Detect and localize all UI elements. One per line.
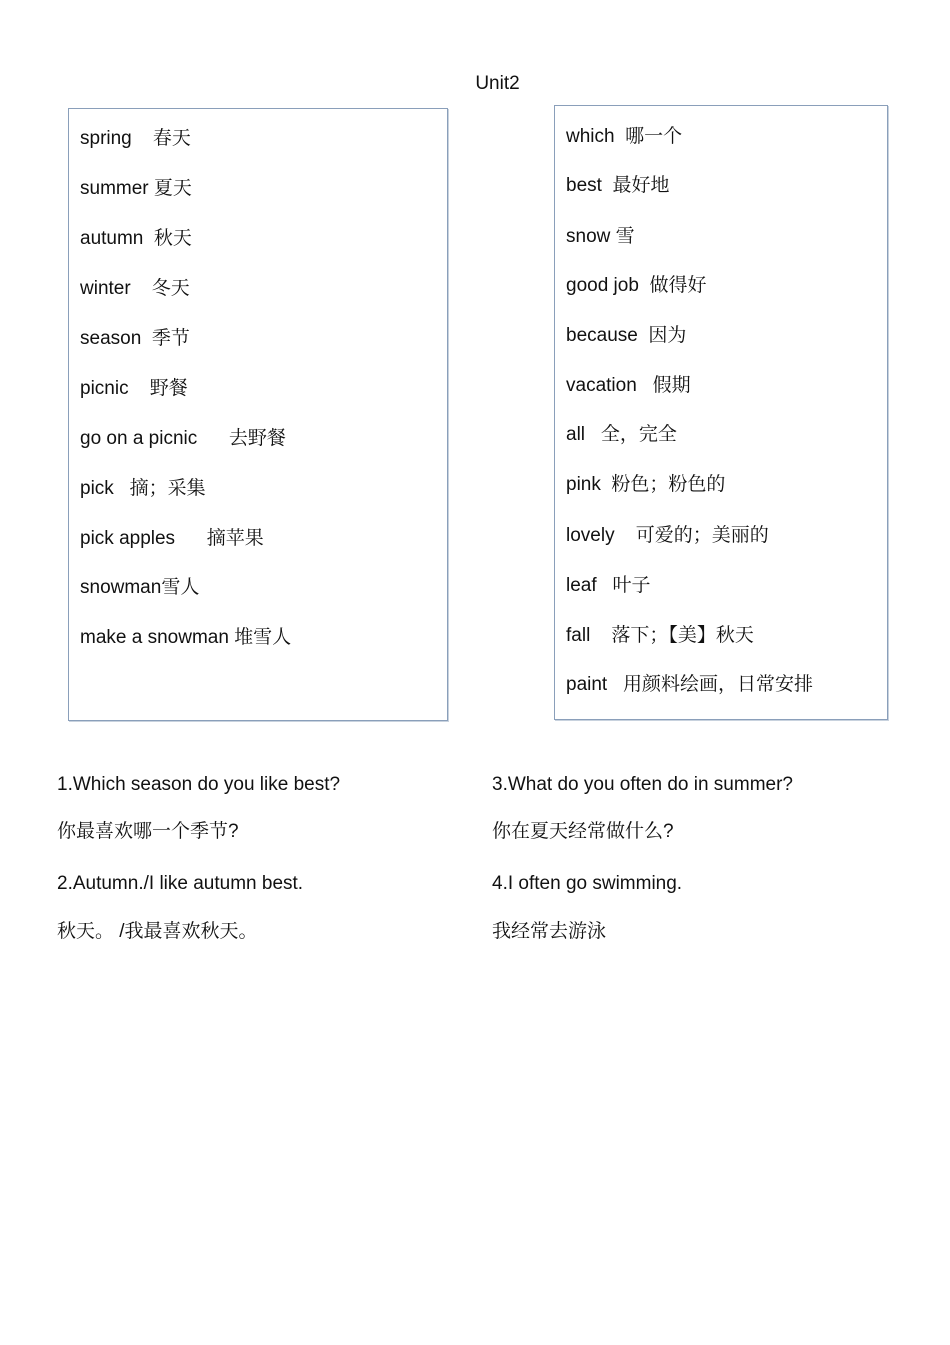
sentence-answer-2-cn: 秋天。 /我最喜欢秋天。 xyxy=(57,921,258,942)
vocab-item: season 季节 xyxy=(80,328,190,349)
vocab-item: vacation 假期 xyxy=(566,375,691,396)
vocab-item: snow 雪 xyxy=(566,226,635,247)
vocab-item: snowman雪人 xyxy=(80,577,200,598)
vocab-item: which 哪一个 xyxy=(566,126,683,147)
vocab-item: paint 用颜料绘画，日常安排 xyxy=(566,674,814,695)
vocab-item: best 最好地 xyxy=(566,175,670,196)
vocab-item: all 全，完全 xyxy=(566,424,677,445)
vocab-item: summer 夏天 xyxy=(80,178,192,199)
vocab-item: make a snowman 堆雪人 xyxy=(80,627,292,648)
sentence-answer-4-cn: 我经常去游泳 xyxy=(492,921,607,942)
vocab-item: because 因为 xyxy=(566,325,687,346)
vocab-item: pick 摘；采集 xyxy=(80,478,206,499)
vocab-item: good job 做得好 xyxy=(566,275,707,296)
vocab-item: winter 冬天 xyxy=(80,278,190,299)
vocabulary-box-left xyxy=(68,108,448,721)
vocab-item: spring 春天 xyxy=(80,128,191,149)
vocab-item: picnic 野餐 xyxy=(80,378,188,399)
page-title: Unit2 xyxy=(475,73,520,94)
sentence-question-3: 3.What do you often do in summer? xyxy=(492,774,793,795)
vocab-item: pick apples 摘苹果 xyxy=(80,528,264,549)
sentence-question-1-cn: 你最喜欢哪一个季节? xyxy=(57,821,239,842)
vocab-item: leaf 叶子 xyxy=(566,575,651,596)
sentence-question-1: 1.Which season do you like best? xyxy=(57,774,341,795)
sentence-answer-4: 4.I often go swimming. xyxy=(492,873,683,894)
sentence-answer-2: 2.Autumn./I like autumn best. xyxy=(57,873,304,894)
vocabulary-box-right xyxy=(554,105,888,720)
vocab-item: autumn 秋天 xyxy=(80,228,192,249)
vocab-item: lovely 可爱的；美丽的 xyxy=(566,525,769,546)
vocab-item: go on a picnic 去野餐 xyxy=(80,428,286,449)
vocab-item: pink 粉色；粉色的 xyxy=(566,474,726,495)
vocab-item: fall 落下；【美】秋天 xyxy=(566,625,754,646)
sentence-question-3-cn: 你在夏天经常做什么? xyxy=(492,821,674,842)
